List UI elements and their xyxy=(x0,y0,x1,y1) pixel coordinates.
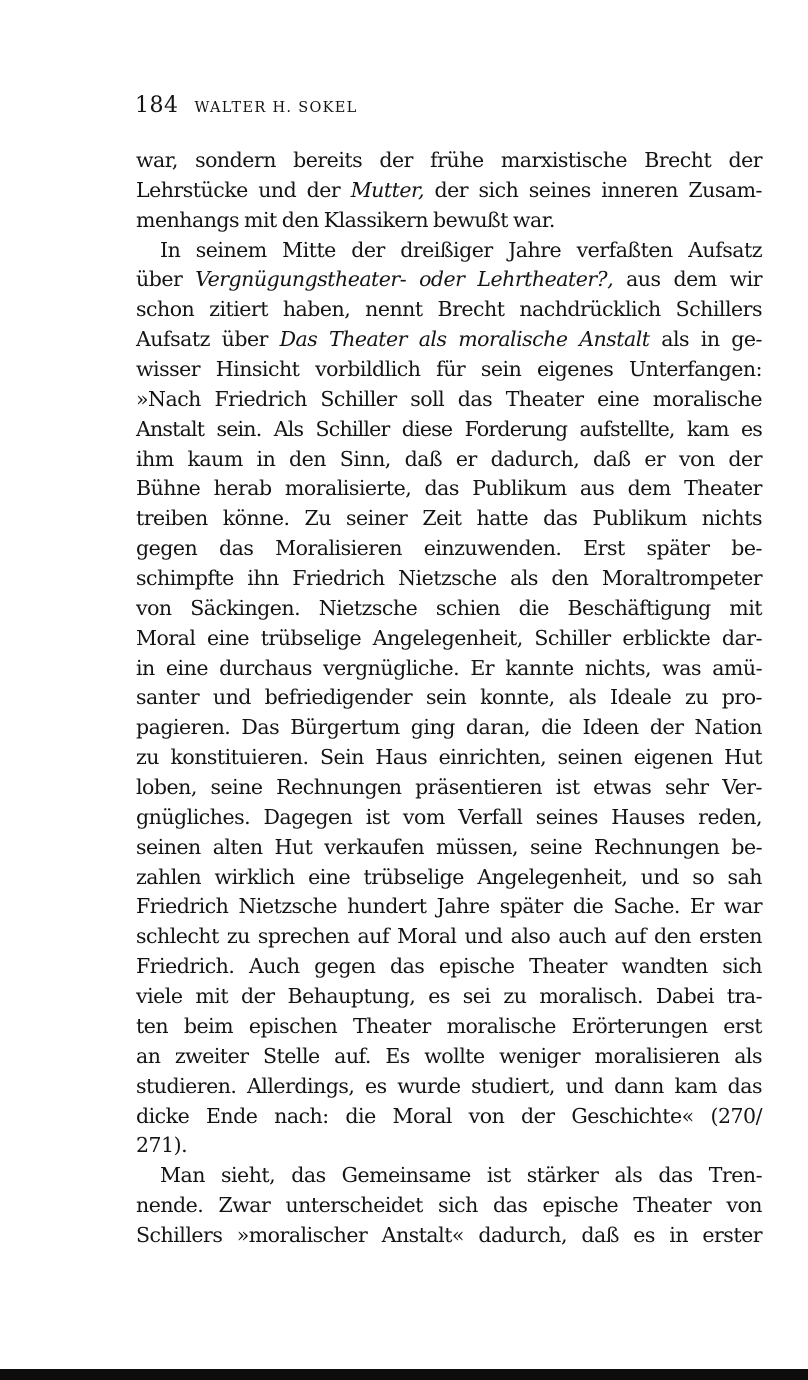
text-line xyxy=(136,176,762,206)
text-line xyxy=(136,325,762,355)
text-line: schimpfte ihn Friedrich Nietzsche als den Moraltrompeter xyxy=(136,566,762,591)
text-segment: Aufsatz über xyxy=(136,327,280,352)
text-line: ihm kaum in den Sinn, daß er dadurch, daß er von der xyxy=(136,446,762,471)
text-line: dicke Ende nach: die Moral von der Geschichte« (270/ xyxy=(136,1103,762,1128)
text-line: gegen das Moralisieren einzuwenden. Erst später be- xyxy=(136,536,762,561)
text-line: »Nach Friedrich Schiller soll das Theater eine moralische xyxy=(136,386,762,411)
text-line: schon zitiert haben, nennt Brecht nachdrücklich Schillers xyxy=(136,297,762,322)
text-line: 271). xyxy=(136,1133,188,1158)
italic-title: Vergnügungstheater- oder Lehrtheater?, xyxy=(195,267,614,292)
text-line: Friedrich Nietzsche hundert Jahre später die Sache. Er war xyxy=(136,894,762,919)
italic-title: Das Theater als moralische Anstalt xyxy=(279,327,650,352)
scan-edge-bar xyxy=(0,1369,808,1380)
text-line: Moral eine trübselige Angelegenheit, Schiller erblickte dar- xyxy=(136,625,762,650)
text-line: studieren. Allerdings, es wurde studiert, und dann kam das xyxy=(136,1073,762,1098)
page-number: 184 xyxy=(135,93,179,118)
text-segment: Lehrstücke und der xyxy=(136,177,351,202)
text-line: seinen alten Hut verkaufen müssen, seine Rechnungen be- xyxy=(136,834,762,859)
page-header xyxy=(135,93,358,125)
text-line: menhangs mit den Klassikern bewußt war. xyxy=(136,207,555,232)
text-line: Friedrich. Auch gegen das epische Theater wandten sich xyxy=(136,954,762,979)
text-line: schlecht zu sprechen auf Moral und also auch auf den ersten xyxy=(136,924,762,949)
text-segment: als in ge- xyxy=(649,327,762,352)
text-line: gnügliches. Dagegen ist vom Verfall seines Hauses reden, xyxy=(136,804,762,829)
text-line: viele mit der Behauptung, es sei zu moralisch. Dabei tra- xyxy=(136,984,762,1009)
italic-title: Mutter, xyxy=(350,177,425,202)
body-text xyxy=(136,146,762,1251)
text-line: zu konstituieren. Sein Haus einrichten, seinen eigenen Hut xyxy=(136,745,762,770)
running-head: WALTER H. SOKEL xyxy=(194,100,358,116)
text-line: Man sieht, das Gemeinsame ist stärker als das Tren- xyxy=(160,1163,762,1188)
text-line: loben, seine Rechnungen präsentieren ist etwas sehr Ver- xyxy=(136,775,762,800)
text-line: santer und befriedigender sein konnte, als Ideale zu pro- xyxy=(136,685,762,710)
text-line: nende. Zwar unterscheidet sich das epische Theater von xyxy=(136,1193,762,1218)
text-line: an zweiter Stelle auf. Es wollte weniger moralisieren als xyxy=(136,1043,762,1068)
text-line: wisser Hinsicht vorbildlich für sein eigenes Unterfangen: xyxy=(136,357,762,382)
text-line: ten beim epischen Theater moralische Erörterungen erst xyxy=(136,1013,762,1038)
text-segment: der sich seines inneren Zusam- xyxy=(424,177,762,202)
text-line: war, sondern bereits der frühe marxistische Brecht der xyxy=(136,148,762,172)
text-line: in eine durchaus vergnügliche. Er kannte nichts, was amü- xyxy=(136,655,762,680)
text-segment: über xyxy=(136,267,196,292)
text-line: Bühne herab moralisierte, das Publikum aus dem Theater xyxy=(136,476,762,501)
text-line xyxy=(136,265,762,295)
text-line: Anstalt sein. Als Schiller diese Forderung aufstellte, kam es xyxy=(136,416,762,441)
text-line: von Säckingen. Nietzsche schien die Beschäftigung mit xyxy=(136,595,762,620)
text-line: In seinem Mitte der dreißiger Jahre verfaßten Aufsatz xyxy=(160,237,762,262)
text-line: treiben könne. Zu seiner Zeit hatte das Publikum nichts xyxy=(136,506,762,531)
text-line: pagieren. Das Bürgertum ging daran, die Ideen der Nation xyxy=(136,715,762,740)
text-line: Schillers »moralischer Anstalt« dadurch, daß es in erster xyxy=(136,1222,762,1247)
text-segment: aus dem wir xyxy=(613,267,762,292)
text-line: zahlen wirklich eine trübselige Angelegenheit, und so sah xyxy=(136,864,762,889)
